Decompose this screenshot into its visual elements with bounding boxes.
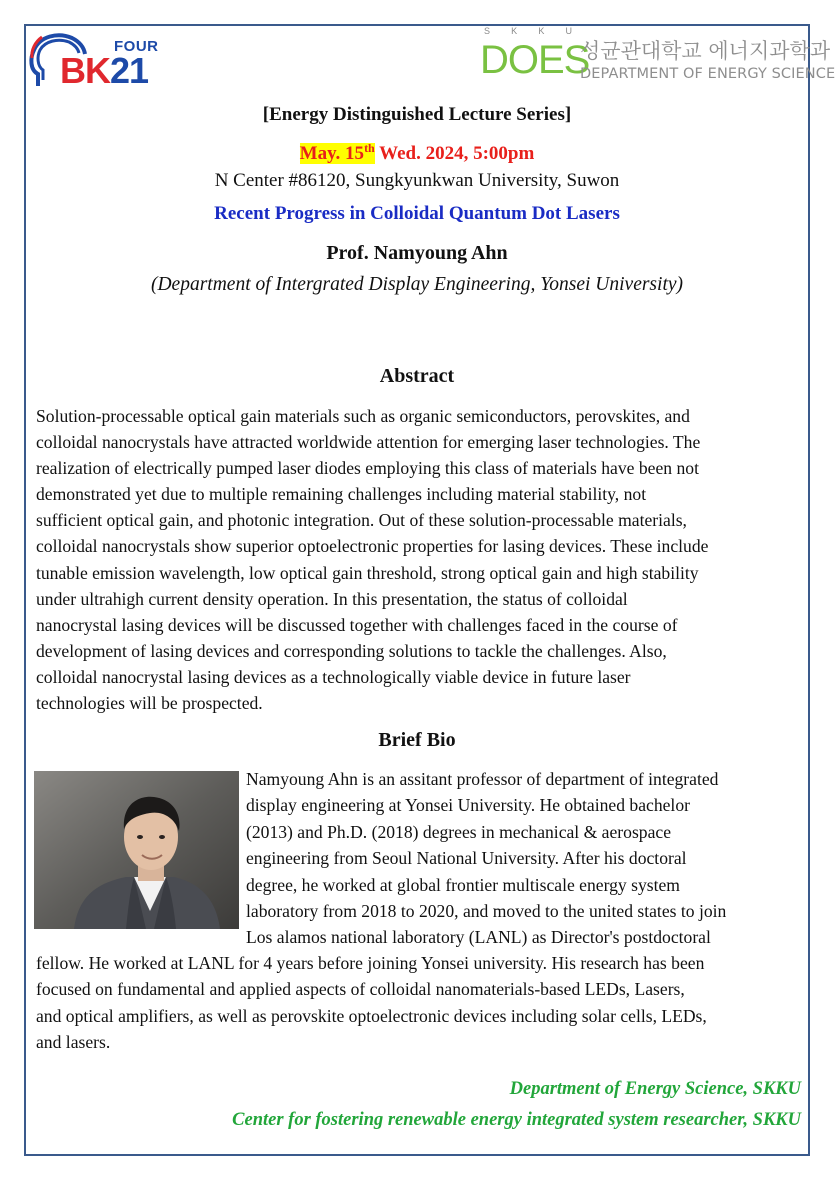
abstract-line: demonstrated yet due to multiple remaining challenges including material stability, not: [36, 484, 647, 505]
abstract-line: under ultrahigh current density operation. In this presentation, the status of colloidal: [36, 588, 628, 609]
bk21-four-logo: [28, 28, 158, 92]
bio-line: and optical amplifiers, as well as perovskite optoelectronic devices including solar cells, LEDs,: [36, 1005, 707, 1026]
event-date: [24, 143, 810, 165]
skku-letters: [484, 26, 574, 36]
bio-line: Los alamos national laboratory (LANL) as Director's postdoctoral: [246, 927, 711, 948]
bio-line: laboratory from 2018 to 2020, and moved to the united states to join: [246, 901, 727, 922]
bk-number: 21: [110, 50, 149, 91]
abstract-line: technologies will be prospected.: [36, 693, 263, 714]
bk-text-red: BK: [60, 50, 110, 91]
lecture-series-title: [Energy Distinguished Lecture Series]: [262, 104, 572, 125]
skku-letter: K: [511, 26, 520, 36]
event-date-highlight: [300, 143, 375, 164]
bio-line: display engineering at Yonsei University. He obtained bachelor: [246, 795, 690, 816]
event-date-suffix: th: [364, 141, 375, 155]
bio-heading: Brief Bio: [378, 729, 456, 751]
speaker-portrait-image: [34, 771, 239, 929]
abstract-heading: Abstract: [379, 365, 455, 387]
bio-body-full: [36, 950, 806, 1056]
footer-department: Department of Energy Science, SKKU: [509, 1079, 801, 1099]
skku-letter: S: [484, 26, 493, 36]
event-date-time: Wed. 2024, 5:00pm: [374, 143, 535, 164]
abstract-line: tunable emission wavelength, low optical gain threshold, strong optical gain and high stability: [36, 562, 699, 583]
bio-line: engineering from Seoul National University. After his doctoral: [246, 848, 687, 869]
abstract-line: colloidal nanocrystals have attracted worldwide attention for emerging laser technologies. The: [36, 432, 701, 453]
bk21-text: [60, 50, 148, 92]
bio-body-side: [246, 766, 806, 951]
bio-line: (2013) and Ph.D. (2018) degrees in mechanical & aerospace: [246, 821, 672, 842]
does-word: DOES: [480, 38, 590, 82]
abstract-body: [36, 403, 804, 716]
abstract-line: development of lasing devices and corresponding solutions to tackle the challenges. Also,: [36, 640, 667, 661]
bio-line: Namyoung Ahn is an assitant professor of department of integrated: [246, 769, 719, 789]
bio-line: focused on fundamental and applied aspects of colloidal nanomaterials-based LEDs, Lasers,: [36, 979, 685, 1000]
department-logo-text: [580, 38, 835, 84]
footer-center: Center for fostering renewable energy integrated system researcher, SKKU: [232, 1110, 801, 1130]
abstract-line: colloidal nanocrystal lasing devices as a technologically viable device in future laser: [36, 666, 631, 687]
bk-four-text: FOUR: [114, 38, 159, 55]
abstract-line: realization of electrically pumped laser diodes employing this class of materials have been not: [36, 458, 699, 479]
abstract-line: Solution-processable optical gain materials such as organic semiconductors, perovskites, and: [36, 406, 690, 426]
event-date-day: May. 15: [299, 143, 365, 164]
speaker-photo: [34, 771, 239, 929]
skku-letter: K: [538, 26, 547, 36]
talk-title: Recent Progress in Colloidal Quantum Dot Lasers: [214, 203, 620, 224]
bio-line: fellow. He worked at LANL for 4 years before joining Yonsei university. His research has been: [36, 953, 705, 973]
abstract-line: sufficient optical gain, and photonic integration. Out of these solution-processable materials,: [36, 510, 687, 531]
skku-does-logo: [478, 26, 590, 86]
bio-line: and lasers.: [36, 1032, 111, 1053]
abstract-line: colloidal nanocrystals show superior optoelectronic properties for lasing devices. These include: [36, 536, 709, 557]
speaker-affiliation: (Department of Intergrated Display Engineering, Yonsei University): [150, 274, 684, 295]
event-venue: N Center #86120, Sungkyunkwan University, Suwon: [214, 170, 620, 191]
speaker-name: Prof. Namyoung Ahn: [326, 242, 508, 264]
abstract-line: nanocrystal lasing devices will be discussed together with challenges faced in the course of: [36, 614, 678, 635]
bio-line: degree, he worked at global frontier multiscale energy system: [246, 874, 680, 895]
department-name-english: DEPARTMENT OF ENERGY SCIENCE: [580, 66, 835, 82]
skku-letter: U: [565, 26, 574, 36]
department-name-korean: 성균관대학교 에너지과학과: [580, 39, 831, 63]
